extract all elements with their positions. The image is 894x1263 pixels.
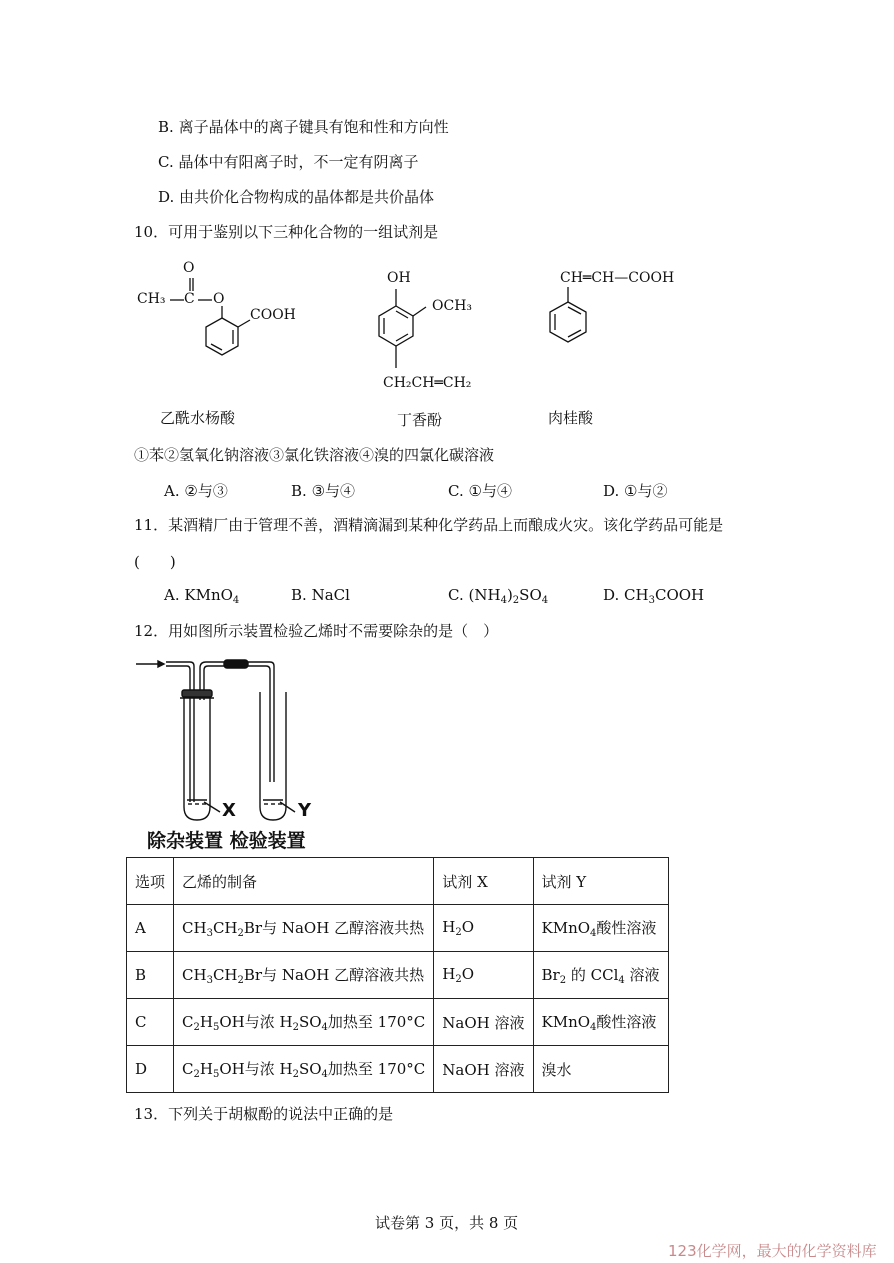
cooh-bond	[238, 320, 250, 327]
table-cell: $Br_2$ 的 CCl$_4$ 溶液	[533, 952, 668, 999]
apparatus-caption: 除杂装置 检验装置	[147, 830, 306, 852]
table-cell: A	[127, 905, 174, 952]
q9-option-c: C. 晶体中有阳离子时，不一定有阴离子	[158, 153, 419, 171]
table-header-cell: 试剂 X	[434, 858, 533, 905]
table-cell: $C_2H_5OH$与浓 $H_2SO_4$加热至 170°C	[174, 999, 434, 1046]
table-cell: D	[127, 1046, 174, 1093]
q11-stem: 11．某酒精厂由于管理不善，酒精滴漏到某种化学药品上而酿成火灾。该化学药品可能是	[134, 516, 724, 534]
compound-name-cinnamic: 肉桂酸	[548, 409, 594, 427]
q10-reagents: ①苯②氢氧化钠溶液③氯化铁溶液④溴的四氯化碳溶液	[134, 446, 495, 464]
table-cell: B	[127, 952, 174, 999]
q12-table	[126, 857, 669, 1093]
q9-option-d: D. 由共价化合物构成的晶体都是共价晶体	[158, 188, 435, 206]
q13-stem: 13．下列关于胡椒酚的说法中正确的是	[134, 1105, 394, 1123]
q10-option-b: B. ③与④	[291, 482, 356, 500]
label-o-ester: O	[213, 291, 225, 307]
label-o-carbonyl: O	[183, 260, 195, 276]
table-cell: $H_2O$	[434, 952, 533, 999]
table-cell: $CH_3CH_2Br$与 NaOH 乙醇溶液共热	[174, 905, 434, 952]
table-header-cell: 选项	[127, 858, 174, 905]
page-footer: 试卷第 3 页，共 8 页	[375, 1214, 519, 1232]
table-header-cell: 乙烯的制备	[174, 858, 434, 905]
q12-stem: 12．用如图所示装置检验乙烯时不需要除杂的是（ ）	[134, 622, 499, 640]
label-ch3: CH₃	[137, 291, 166, 307]
table-cell: $C_2H_5OH$与浓 $H_2SO_4$加热至 170°C	[174, 1046, 434, 1093]
table-row	[127, 905, 669, 952]
table-row	[127, 1046, 669, 1093]
table-cell: C	[127, 999, 174, 1046]
label-oh: OH	[387, 270, 411, 286]
q11-option-a: A. KMnO$_4$	[164, 586, 240, 606]
q10-option-d: D. ①与②	[603, 482, 668, 500]
label-cooh: COOH	[250, 307, 296, 323]
table-cell: NaOH 溶液	[434, 999, 533, 1046]
q11-option-c: C. $(NH_4)_2SO_4$	[448, 586, 549, 606]
q11-option-b: B. NaCl	[291, 586, 350, 604]
compound-name-aspirin: 乙酰水杨酸	[160, 409, 236, 427]
q10-stem: 10．可用于鉴别以下三种化合物的一组试剂是	[134, 223, 439, 241]
watermark-text: 123化学网，最大的化学资料库	[668, 1242, 877, 1260]
table-header-cell: 试剂 Y	[533, 858, 668, 905]
label-y: Y	[298, 800, 312, 821]
table-cell: $CH_3CH_2Br$与 NaOH 乙醇溶液共热	[174, 952, 434, 999]
label-x: X	[222, 800, 236, 821]
table-cell: KMnO$_4$酸性溶液	[533, 905, 668, 952]
q11-option-d: D. $CH_3COOH$	[603, 586, 705, 606]
label-vinyl-cooh: CH═CH—COOH	[560, 270, 675, 286]
q9-option-b: B. 离子晶体中的离子键具有饱和性和方向性	[158, 118, 449, 136]
q10-option-c: C. ①与④	[448, 482, 512, 500]
label-c: C	[184, 291, 195, 307]
table-cell: KMnO$_4$酸性溶液	[533, 999, 668, 1046]
table-row	[127, 999, 669, 1046]
label-allyl: CH₂CH═CH₂	[383, 375, 472, 391]
table-cell: NaOH 溶液	[434, 1046, 533, 1093]
table-cell: $H_2O$	[434, 905, 533, 952]
table-header-row	[127, 858, 669, 905]
table-row	[127, 952, 669, 999]
q10-option-a: A. ②与③	[164, 482, 228, 500]
q11-blank: ( )	[134, 553, 176, 571]
table-cell: 溴水	[533, 1046, 668, 1093]
label-och3: OCH₃	[432, 298, 473, 314]
compound-name-eugenol: 丁香酚	[397, 411, 443, 429]
